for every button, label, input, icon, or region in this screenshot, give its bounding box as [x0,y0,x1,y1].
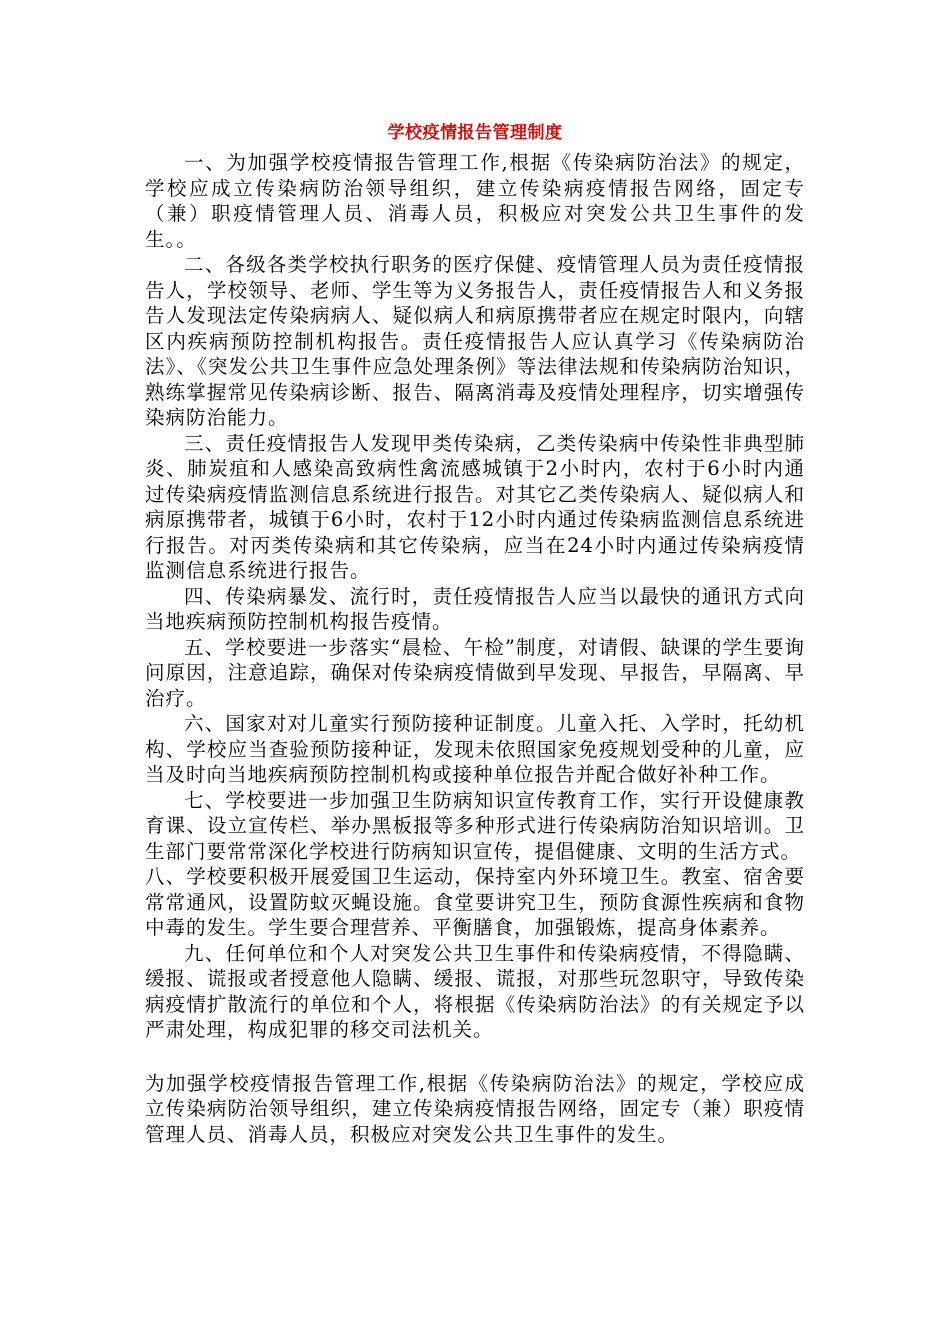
document-page [145,120,805,1147]
paragraph-8: 八、学校要积极开展爱国卫生运动，保持室内外环境卫生。教室、宿舍要常常通风，设置防蚊灭蝇设施。食堂要讲究卫生，预防食源性疾病和食物中毒的发生。学生要合理营养、平衡膳食，加强锻炼，提高身体素养。 [145,865,805,939]
paragraph-6: 六、国家对对儿童实行预防接种证制度。儿童入托、入学时，托幼机构、学校应当查验预防接种证，发现未依照国家免疫规划受种的儿童，应当及时向当地疾病预防控制机构或接种单位报告并配合做好补种工作。 [145,712,805,786]
paragraph-4: 四、传染病暴发、流行时，责任疫情报告人应当以最快的通讯方式向当地疾病预防控制机构报告疫情。 [145,584,805,633]
document-title: 学校疫情报告管理制度 [387,123,563,143]
closing-paragraph: 为加强学校疫情报告管理工作,根据《传染病防治法》的规定，学校应成立传染病防治领导组织，建立传染病疫情报告网络，固定专（兼）职疫情管理人员、消毒人员，积极应对突发公共卫生事件的发生。 [145,1071,805,1146]
paragraph-2: 二、各级各类学校执行职务的医疗保健、疫情管理人员为责任疫情报告人，学校领导、老师、学生等为义务报告人，责任疫情报告人和义务报告人发现法定传染病病人、疑似病人和病原携带者应在规定时限内，向辖区内疾病预防控制机构报告。责任疫情报告人应认真学习《传染病防治法》、《突发公共卫生事件应急处理条例》等法律法规和传染病防治知识，熟练掌握常见传染病诊断、报告、隔离消毒及疫情处理程序，切实增强传染病防治能力。 [145,253,805,429]
paragraph-1: 一、为加强学校疫情报告管理工作,根据《传染病防治法》的规定，学校应成立传染病防治领导组织，建立传染病疫情报告网络，固定专（兼）职疫情管理人员、消毒人员，积极应对突发公共卫生事件的发生。。 [145,151,805,251]
paragraph-9: 九、任何单位和个人对突发公共卫生事件和传染病疫情，不得隐瞒、缓报、谎报或者授意他人隐瞒、缓报、谎报，对那些玩忽职守，导致传染病疫情扩散流行的单位和个人，将根据《传染病防治法》的有关规定予以严肃处理，构成犯罪的移交司法机关。 [145,941,805,1041]
paragraph-3: 三、责任疫情报告人发现甲类传染病，乙类传染病中传染性非典型肺炎、肺炭疽和人感染高致病性禽流感城镇于2小时内，农村于6小时内通过传染病疫情监测信息系统进行报告。对其它乙类传染病人、疑似病人和病原携带者，城镇于6小时，农村于12小时内通过传染病监测信息系统进行报告。对丙类传染病和其它传染病，应当在24小时内通过传染病疫情监测信息系统进行报告。 [145,431,805,582]
paragraph-5: 五、学校要进一步落实“晨检、午检”制度，对请假、缺课的学生要询问原因，注意追踪，确保对传染病疫情做到早发现、早报告，早隔离、早治疗。 [145,635,805,710]
paragraph-7: 七、学校要进一步加强卫生防病知识宣传教育工作，实行开设健康教育课、设立宣传栏、举办黑板报等多种形式进行传染病防治知识培训。卫生部门要常常深化学校进行防病知识宣传，提倡健康、文明的生活方式。 [145,788,805,863]
section-spacer [145,1043,805,1071]
